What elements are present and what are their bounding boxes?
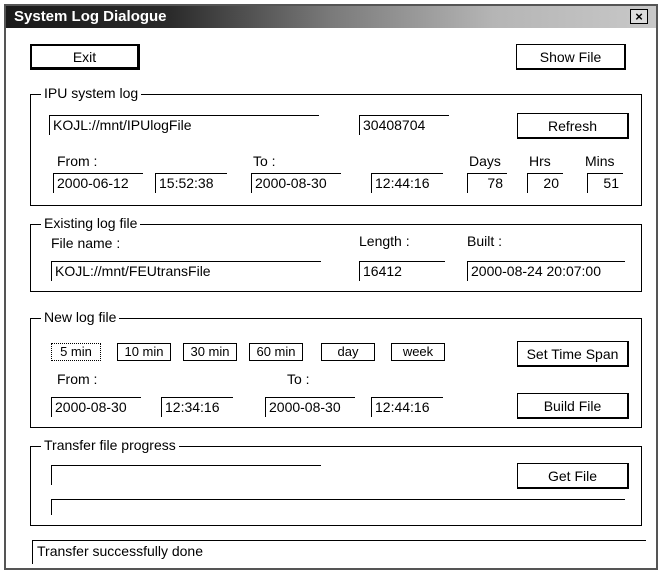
ipu-log-path-field[interactable]: KOJL://mnt/IPUlogFile [49, 115, 319, 135]
span-30-min-button[interactable]: 30 min [183, 343, 237, 361]
span-10-min-button[interactable]: 10 min [117, 343, 171, 361]
ipu-to-label: To : [253, 153, 276, 169]
new-from-label: From : [57, 371, 98, 387]
new-to-date-field[interactable]: 2000-08-30 [265, 397, 355, 417]
show-file-button[interactable]: Show File [516, 44, 626, 70]
window-title: System Log Dialogue [14, 8, 167, 25]
existing-log-file-group [30, 215, 642, 292]
span-5-min-button[interactable]: 5 min [51, 343, 101, 361]
span-week-button[interactable]: week [391, 343, 445, 361]
span-day-button[interactable]: day [321, 343, 375, 361]
existing-length-field[interactable]: 16412 [359, 261, 445, 281]
exit-button[interactable]: Exit [30, 44, 140, 70]
transfer-progress-legend: Transfer file progress [41, 437, 179, 453]
span-60-min-button[interactable]: 60 min [249, 343, 303, 361]
mins-field[interactable]: 51 [587, 173, 623, 193]
new-from-time-field[interactable]: 12:34:16 [161, 397, 233, 417]
status-bar: Transfer successfully done [32, 540, 646, 564]
existing-built-field[interactable]: 2000-08-24 20:07:00 [467, 261, 625, 281]
days-label: Days [469, 153, 501, 169]
get-file-button[interactable]: Get File [517, 463, 629, 489]
existing-file-name-field[interactable]: KOJL://mnt/FEUtransFile [51, 261, 321, 281]
ipu-to-date-field[interactable]: 2000-08-30 [251, 173, 341, 193]
hrs-label: Hrs [529, 153, 551, 169]
ipu-to-time-field[interactable]: 12:44:16 [371, 173, 443, 193]
refresh-button[interactable]: Refresh [517, 113, 629, 139]
ipu-from-label: From : [57, 153, 98, 169]
days-field[interactable]: 78 [467, 173, 507, 193]
ipu-system-log-legend: IPU system log [41, 85, 141, 101]
new-to-label: To : [287, 371, 310, 387]
ipu-system-log-group [30, 85, 642, 206]
close-icon[interactable]: × [630, 9, 648, 24]
ipu-log-size-field[interactable]: 30408704 [359, 115, 449, 135]
hrs-field[interactable]: 20 [527, 173, 563, 193]
new-log-file-legend: New log file [41, 309, 119, 325]
ipu-from-date-field[interactable]: 2000-06-12 [53, 173, 143, 193]
new-log-file-group [30, 309, 642, 428]
set-time-span-button[interactable]: Set Time Span [517, 341, 629, 367]
title-bar[interactable] [6, 6, 656, 28]
built-label: Built : [467, 233, 503, 249]
existing-log-file-legend: Existing log file [41, 215, 140, 231]
new-from-date-field[interactable]: 2000-08-30 [51, 397, 141, 417]
build-file-button[interactable]: Build File [517, 393, 629, 419]
system-log-dialog [4, 4, 658, 570]
ipu-from-time-field[interactable]: 15:52:38 [155, 173, 227, 193]
new-to-time-field[interactable]: 12:44:16 [371, 397, 443, 417]
transfer-progress-bar [51, 499, 625, 515]
file-name-label: File name : [51, 235, 121, 251]
transfer-file-field[interactable] [51, 465, 321, 485]
transfer-progress-group [30, 437, 642, 526]
length-label: Length : [359, 233, 410, 249]
mins-label: Mins [585, 153, 615, 169]
